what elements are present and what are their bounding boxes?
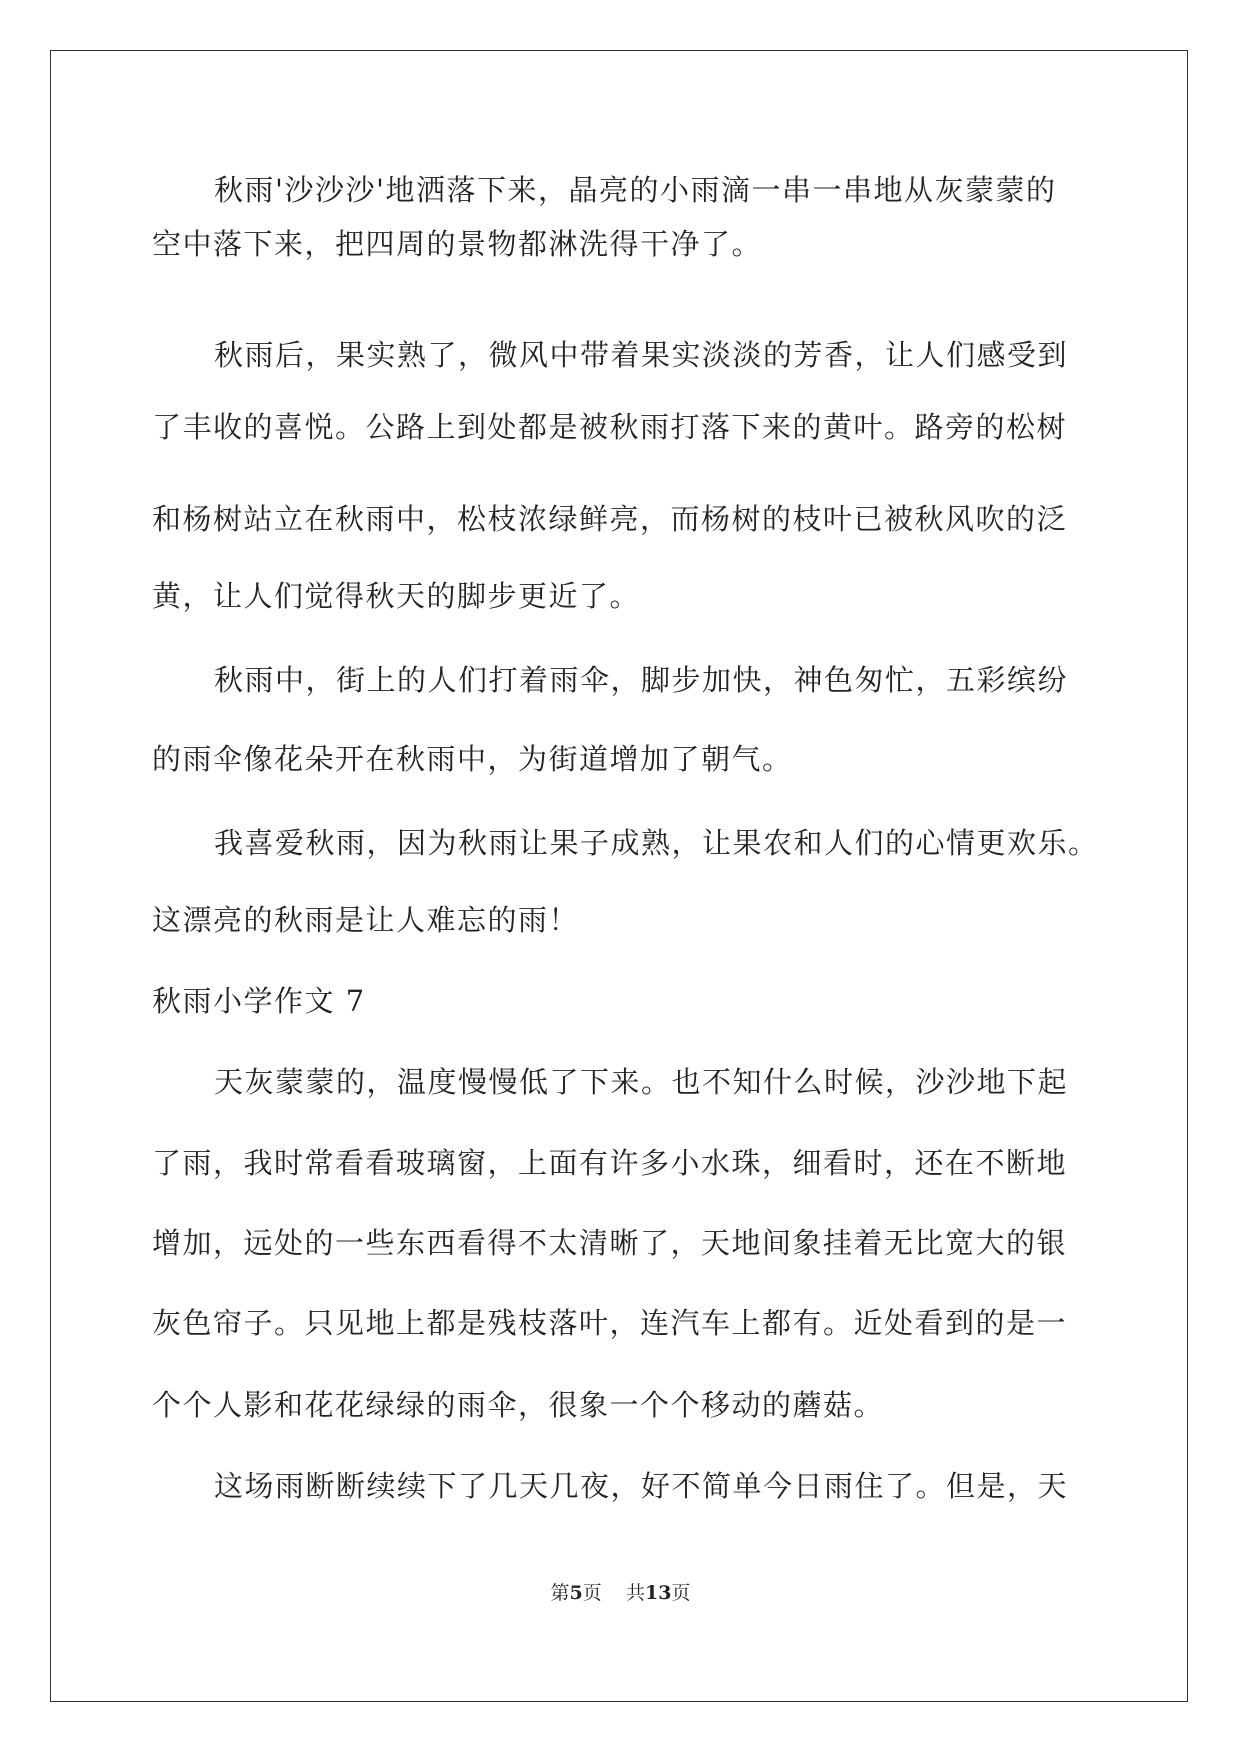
page-footer (0, 1578, 1241, 1605)
text-line: 空中落下来，把四周的景物都淋洗得干净了。 (152, 227, 763, 261)
text-line: 秋雨后，果实熟了，微风中带着果实淡淡的芳香，让人们感受到 (214, 338, 1069, 372)
text-line: 个个人影和花花绿绿的雨伞，很象一个个移动的蘑菇。 (152, 1388, 885, 1422)
section-heading: 秋雨小学作文 7 (152, 984, 366, 1018)
text-line: 我喜爱秋雨，因为秋雨让果子成熟，让果农和人们的心情更欢乐。 (214, 826, 1099, 860)
text-line: 黄，让人们觉得秋天的脚步更近了。 (152, 579, 641, 613)
text-line: 这漂亮的秋雨是让人难忘的雨！ (152, 903, 580, 937)
page-prefix: 第 (550, 1582, 570, 1604)
text-line: 了雨，我时常看看玻璃窗，上面有许多小水珠，细看时，还在不断地 (152, 1146, 1068, 1180)
total-pages: 13 (644, 1582, 672, 1604)
text-line: 这场雨断断续续下了几天几夜，好不简单今日雨住了。但是，天 (214, 1469, 1069, 1503)
text-line: 秋雨中，街上的人们打着雨伞，脚步加快，神色匆忙，五彩缤纷 (214, 663, 1069, 697)
total-suffix: 页 (671, 1582, 691, 1604)
text-line: 增加，远处的一些东西看得不太清晰了，天地间象挂着无比宽大的银 (152, 1226, 1068, 1260)
text-line: 了丰收的喜悦。公路上到处都是被秋雨打落下来的黄叶。路旁的松树 (152, 410, 1068, 444)
page-number: 5 (569, 1582, 583, 1604)
total-prefix: 共 (625, 1582, 645, 1604)
page-suffix: 页 (582, 1582, 602, 1604)
text-line: 天灰蒙蒙的，温度慢慢低了下来。也不知什么时候，沙沙地下起 (214, 1065, 1069, 1099)
text-line: 灰色帘子。只见地上都是残枝落叶，连汽车上都有。近处看到的是一 (152, 1306, 1068, 1340)
text-line: 和杨树站立在秋雨中，松枝浓绿鲜亮，而杨树的枝叶已被秋风吹的泛 (152, 502, 1068, 536)
text-line: 的雨伞像花朵开在秋雨中，为街道增加了朝气。 (152, 742, 793, 776)
text-line: 秋雨'沙沙沙'地洒落下来，晶亮的小雨滴一串一串地从灰蒙蒙的 (214, 173, 1057, 207)
page-frame (50, 50, 1188, 1702)
